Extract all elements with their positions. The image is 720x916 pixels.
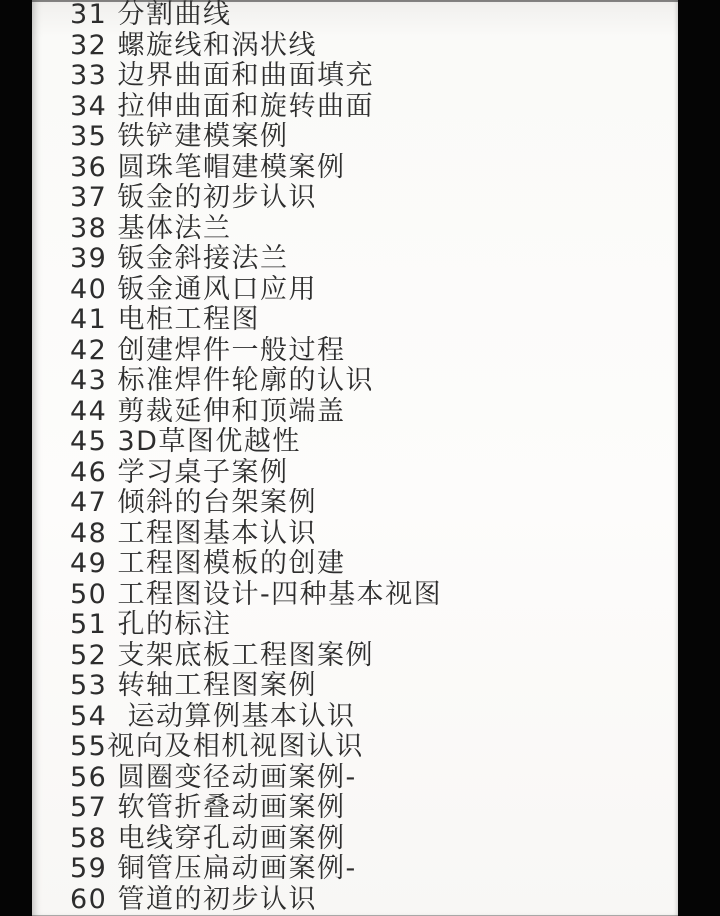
course-item: 45 3D草图优越性: [70, 427, 301, 458]
course-item: 58 电线穿孔动画案例: [70, 823, 346, 854]
course-item: 32 螺旋线和涡状线: [70, 30, 317, 61]
course-item: 49 工程图模板的创建: [70, 549, 346, 580]
course-item: 41 电柜工程图: [70, 305, 260, 336]
course-item: 42 创建焊件一般过程: [70, 335, 346, 366]
course-item: 40 钣金通风口应用: [70, 274, 317, 305]
course-item: 47 倾斜的台架案例: [70, 488, 317, 519]
course-item: 37 钣金的初步认识: [70, 183, 317, 214]
course-item: 52 支架底板工程图案例: [70, 640, 374, 671]
course-item: 56 圆圈变径动画案例-: [70, 762, 357, 793]
course-list: [70, 0, 678, 916]
course-item: 39 钣金斜接法兰: [70, 244, 289, 275]
course-item: 57 软管折叠动画案例: [70, 793, 346, 824]
left-black-border: [0, 0, 32, 916]
right-black-border: [678, 0, 720, 916]
course-item: 60 管道的初步认识: [70, 884, 317, 915]
course-item: 55视向及相机视图认识: [70, 732, 364, 763]
course-item: 38 基体法兰: [70, 213, 232, 244]
course-item: 33 边界曲面和曲面填充: [70, 61, 374, 92]
course-item: 59 铜管压扁动画案例-: [70, 854, 357, 885]
course-item: 50 工程图设计-四种基本视图: [70, 579, 443, 610]
course-item: 53 转轴工程图案例: [70, 671, 317, 702]
course-item: 34 拉伸曲面和旋转曲面: [70, 91, 374, 122]
course-item: 51 孔的标注: [70, 610, 232, 641]
course-item: 54 运动算例基本认识: [70, 701, 356, 732]
course-item: 36 圆珠笔帽建模案例: [70, 152, 346, 183]
course-item: 43 标准焊件轮廓的认识: [70, 366, 374, 397]
course-item: 31 分割曲线: [70, 0, 232, 30]
paper-background: [32, 0, 678, 916]
course-item: 44 剪裁延伸和顶端盖: [70, 396, 346, 427]
course-item: 48 工程图基本认识: [70, 518, 317, 549]
course-item: 46 学习桌子案例: [70, 457, 289, 488]
course-item: 35 铁铲建模案例: [70, 122, 289, 153]
